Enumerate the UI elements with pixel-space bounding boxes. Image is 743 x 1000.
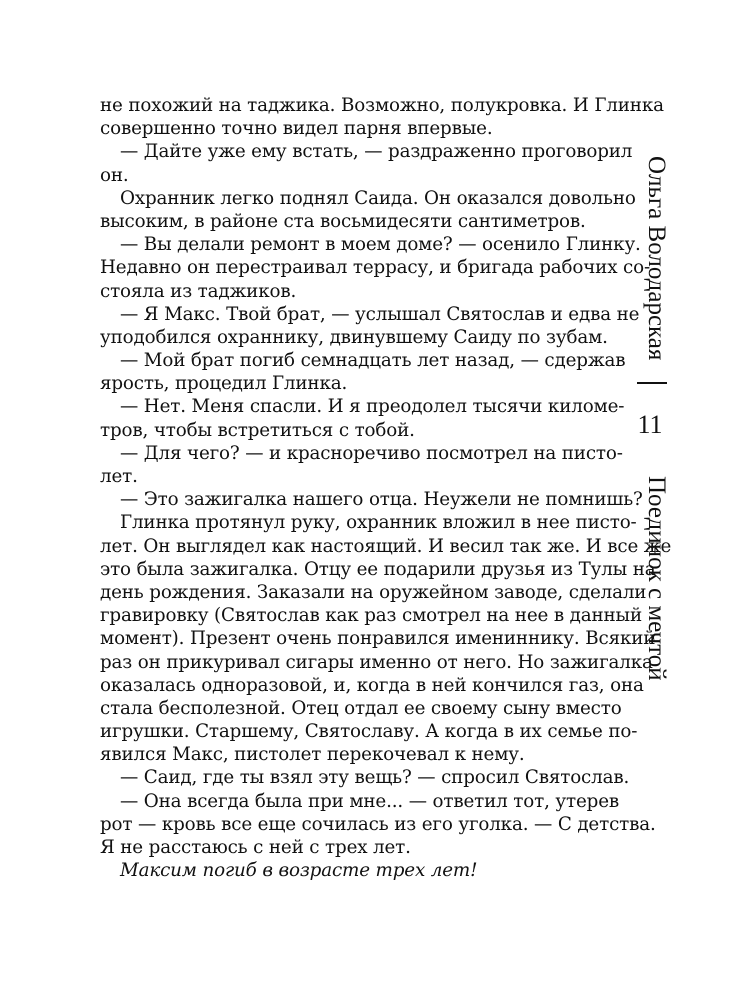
running-head-divider: [637, 382, 667, 384]
text-line: — Саид, где ты взял эту вещь? — спросил Святослав.: [120, 767, 630, 789]
text-line: высоким, в районе ста восьмидесяти сантиметров.: [100, 210, 586, 232]
text-line: стояла из таджиков.: [100, 280, 297, 302]
page-number: 11: [637, 410, 663, 439]
text-line: раз он прикуривал сигары именно от него. Но зажигалка: [100, 651, 653, 673]
text-line-italic: Максим погиб в возрасте трех лет!: [120, 860, 478, 882]
text-line: лет.: [100, 466, 138, 487]
text-line: игрушки. Старшему, Святославу. А когда в их семье по-: [100, 721, 638, 743]
text-line: Недавно он перестраивал террасу, и бригада рабочих со-: [100, 257, 651, 279]
text-line: рот — кровь все еще сочилась из его уголка. — С детства.: [100, 813, 656, 835]
text-line: оказалась одноразовой, и, когда в ней кончился газ, она: [100, 674, 644, 696]
text-line: Я не расстаюсь с ней с трех лет.: [100, 837, 411, 858]
running-head-author: Ольга Володарская: [643, 156, 670, 361]
text-line: совершенно точно видел парня впервые.: [100, 118, 493, 140]
text-line: — Я Макс. Твой брат, — услышал Святослав и едва не: [120, 303, 640, 325]
text-line: — Для чего? — и красноречиво посмотрел на писто-: [120, 442, 623, 464]
text-line: он.: [100, 164, 129, 186]
text-line: — Это зажигалка нашего отца. Неужели не помнишь?: [120, 489, 643, 511]
text-line: ярость, процедил Глинка.: [100, 373, 348, 395]
text-line: явился Макс, пистолет перекочевал к нему.: [100, 744, 525, 766]
text-line: гравировку (Святослав как раз смотрел на нее в данный: [100, 605, 642, 627]
text-line: — Нет. Меня спасли. И я преодолел тысячи киломе-: [120, 396, 625, 418]
text-line: — Дайте уже ему встать, — раздраженно проговорил: [120, 141, 633, 163]
text-line: — Вы делали ремонт в моем доме? — осенило Глинку.: [120, 234, 641, 256]
running-head: [630, 120, 670, 840]
text-line: лет. Он выглядел как настоящий. И весил так же. И все же: [100, 535, 672, 557]
text-line: тров, чтобы встретиться с тобой.: [100, 419, 415, 441]
text-line: уподобился охраннику, двинувшему Саиду по зубам.: [100, 326, 608, 348]
text-line: стала бесполезной. Отец отдал ее своему сыну вместо: [100, 697, 622, 719]
text-line: день рождения. Заказали на оружейном заводе, сделали: [100, 581, 647, 603]
text-line: не похожий на таджика. Возможно, полукровка. И Глинка: [100, 95, 664, 116]
text-line: момент). Презент очень понравился имениннику. Всякий: [100, 628, 656, 650]
text-line: Глинка протянул руку, охранник вложил в нее писто-: [120, 512, 637, 534]
text-line: Охранник легко поднял Саида. Он оказался довольно: [120, 187, 636, 209]
text-line: — Она всегда была при мне... — ответил тот, утерев: [120, 790, 620, 812]
text-line: — Мой брат погиб семнадцать лет назад, — сдержав: [120, 350, 626, 372]
text-line: это была зажигалка. Отцу ее подарили друзья из Тулы на: [100, 558, 656, 580]
running-head-title: Поединок с мечтой: [643, 476, 670, 681]
